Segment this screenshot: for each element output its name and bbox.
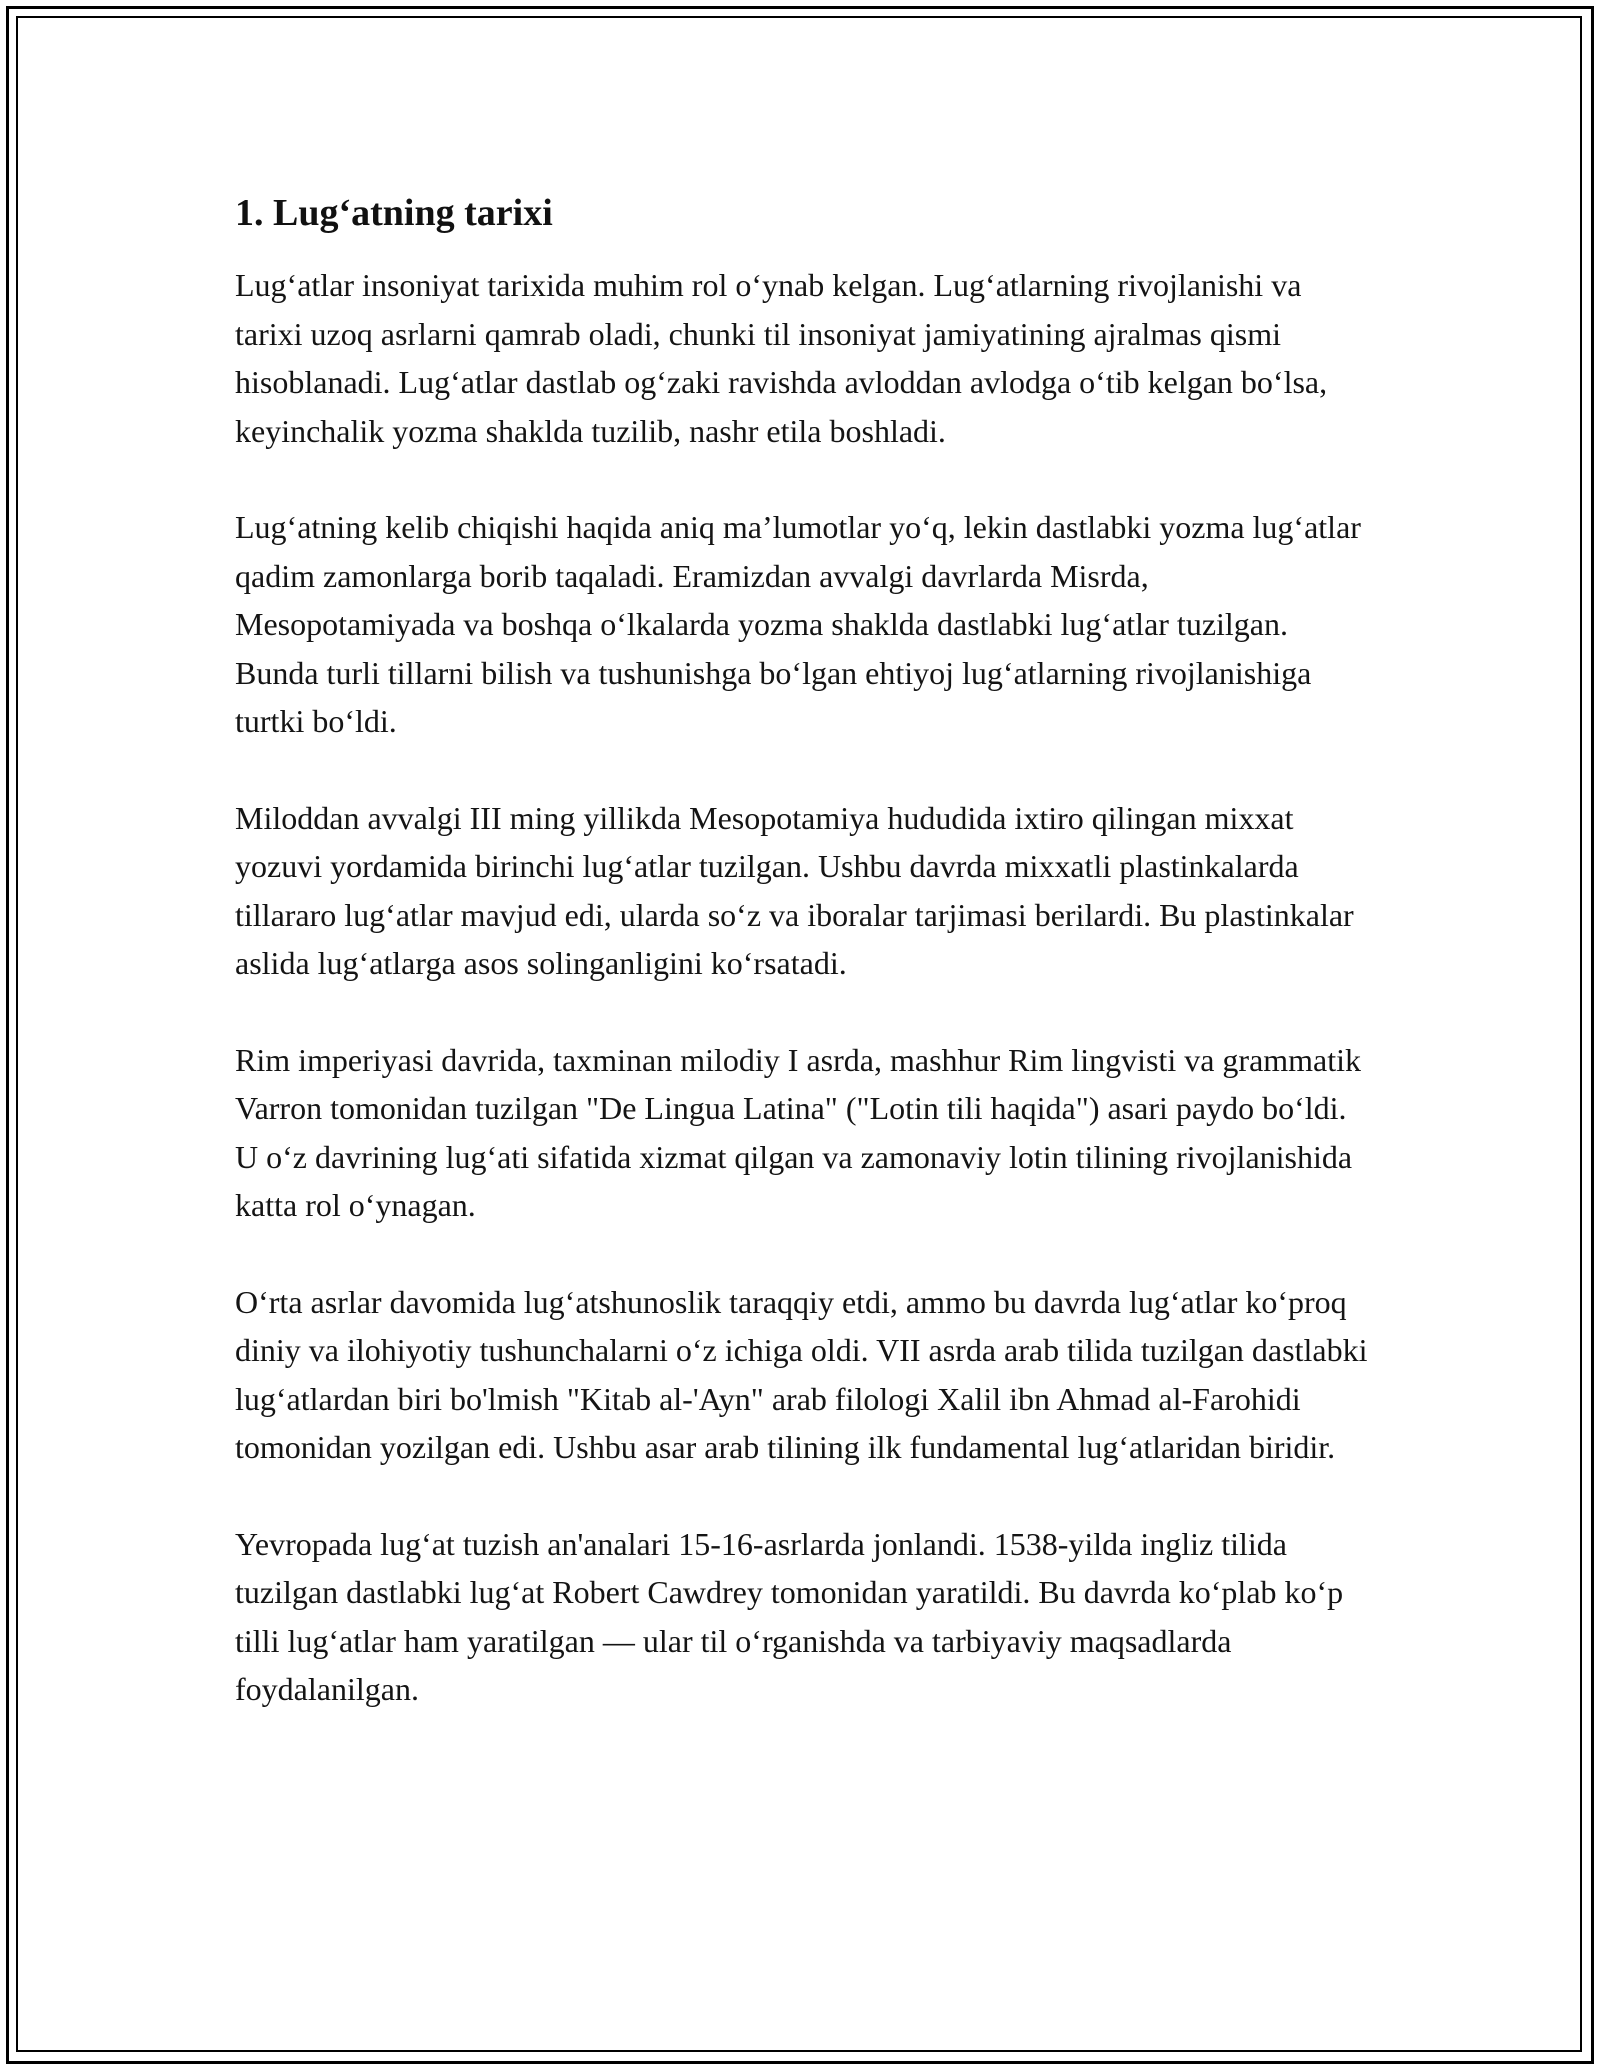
- paragraph-mesopotamia: Miloddan avvalgi III ming yillikda Mesopotamiya hududida ixtiro qilingan mixxat yozuvi yordamida birinchi lug‘atlar tuzilgan. Ushbu davrda mixxatli plastinkalarda tillararo lug‘atlar mavjud edi, ularda so‘z va iboralar tarjimasi berilardi. Bu plastinkalar aslida lug‘atlarga asos solinganligini ko‘rsatadi.: [235, 799, 1354, 981]
- paragraph-middle-ages: O‘rta asrlar davomida lug‘atshunoslik taraqqiy etdi, ammo bu davrda lug‘atlar ko‘proq diniy va ilohiyotiy tushunchalarni o‘z ichiga oldi. VII asrda arab tilida tuzilgan dastlabki lug‘atlardan biri bo'lmish "Kitab al-'Ayn" arab filologi Xalil ibn Ahmad al-Farohidi tomonidan yozilgan edi. Ushbu asar arab tilining ilk fundamental lug‘atlaridan biridir.: [235, 1283, 1368, 1465]
- document-body: [235, 185, 1375, 1762]
- paragraph-origin: Lug‘atning kelib chiqishi haqida aniq ma’lumotlar yo‘q, lekin dastlabki yozma lug‘atlar qadim zamonlarga borib taqaladi. Eramizdan avvalgi davrlarda Misrda, Mesopotamiyada va boshqa o‘lkalarda yozma shaklda dastlabki lug‘atlar tuzilgan. Bunda turli tillarni bilish va tushunishga bo‘lgan ehtiyoj lug‘atlarning rivojlanishiga turtki bo‘ldi.: [235, 509, 1361, 739]
- paragraph-europe: Yevropada lug‘at tuzish an'analari 15-16-asrlarda jonlandi. 1538-yilda ingliz tilida tuzilgan dastlabki lug‘at Robert Cawdrey tomonidan yaratildi. Bu davrda ko‘plab ko‘p tilli lug‘atlar ham yaratilgan — ular til o‘rganishda va tarbiyaviy maqsadlarda foydalanilgan.: [235, 1525, 1344, 1707]
- paragraph-intro: Lug‘atlar insoniyat tarixida muhim rol o‘ynab kelgan. Lug‘atlarning rivojlanishi va tarixi uzoq asrlarni qamrab oladi, chunki til insoniyat jamiyatining ajralmas qismi hisoblanadi. Lug‘atlar dastlab og‘zaki ravishda avloddan avlodga o‘tib kelgan bo‘lsa, keyinchalik yozma shaklda tuzilib, nashr etila boshladi.: [235, 267, 1328, 449]
- paragraph-rome: Rim imperiyasi davrida, taxminan milodiy I asrda, mashhur Rim lingvisti va grammatik Varron tomonidan tuzilgan "De Lingua Latina" ("Lotin tili haqida") asari paydo bo‘ldi. U o‘z davrining lug‘ati sifatida xizmat qilgan va zamonaviy lotin tilining rivojlanishida katta rol o‘ynagan.: [235, 1041, 1362, 1223]
- section-heading: 1. Lug‘atning tarixi: [235, 192, 553, 234]
